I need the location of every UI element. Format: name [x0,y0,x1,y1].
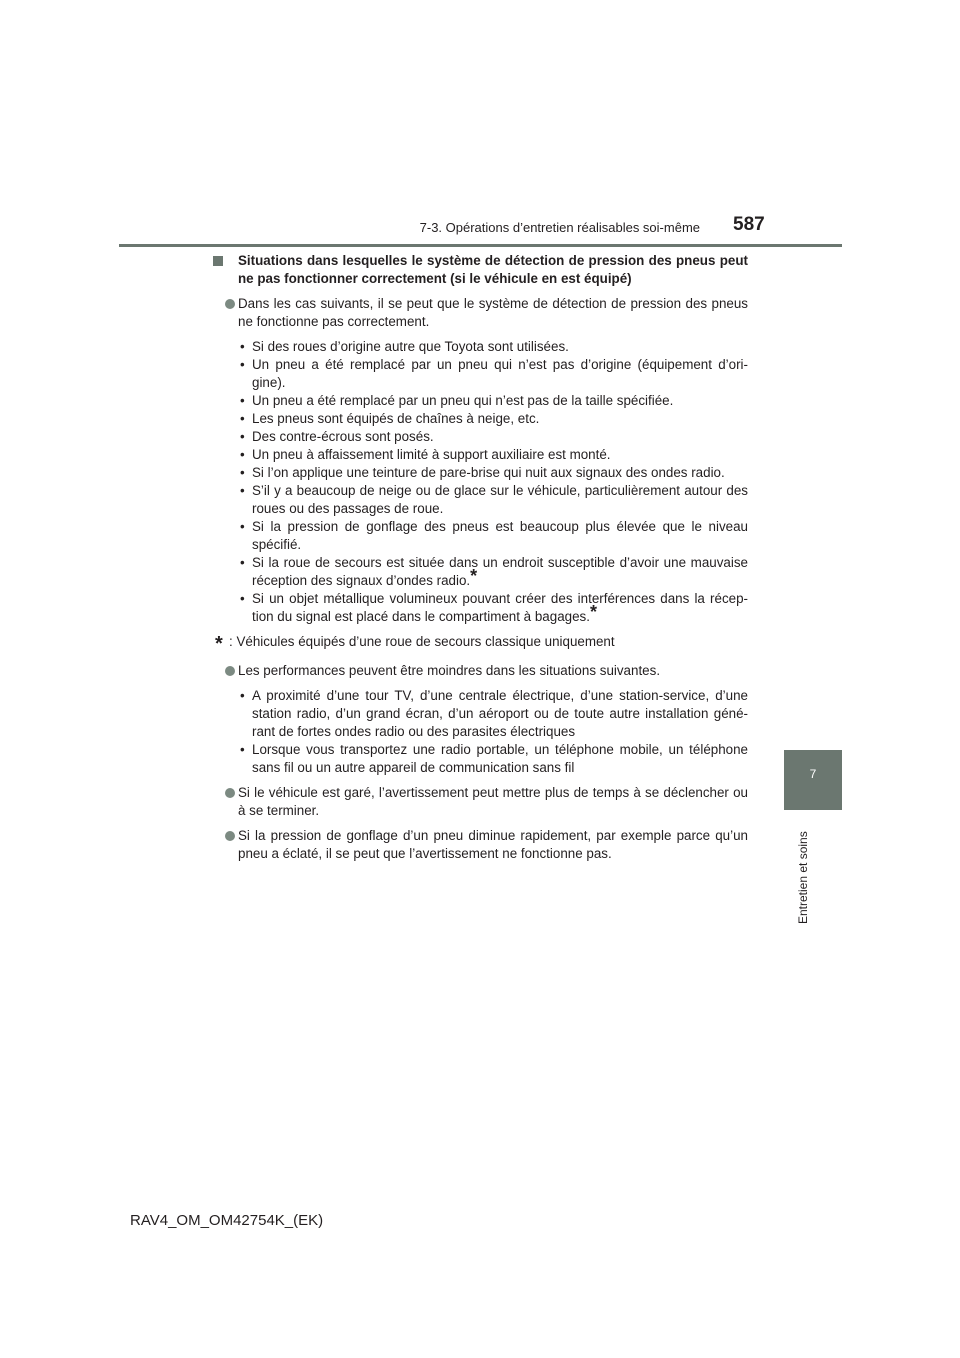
circle-bullet-paragraph [213,295,748,331]
list-item: • Un pneu à affaissement limité à support auxiliaire est monté. [240,447,611,462]
circle-bullet-paragraph [213,662,748,680]
circle-bullet-icon [225,831,235,841]
list-item: • Lorsque vous transportez une radio portable, un téléphone mobile, un téléphone sans fil ou un autre appareil de communication sans fil [240,742,748,775]
paragraph-text: Si le véhicule est garé, l’avertissement peut mettre plus de temps à se déclencher ou à se terminer. [238,785,748,818]
circle-bullet-paragraph [213,784,748,820]
section-title-text: Situations dans lesquelles le système de détection de pression des pneus peut ne pas fonctionner correctement (si le véhicule en est équipé) [238,253,748,286]
condition-list [213,687,748,777]
list-item: • Un pneu a été remplacé par un pneu qui n’est pas d’origine (équipement d’ori-gine). [240,357,748,390]
asterisk-mark: * [589,602,597,622]
list-item: • S’il y a beaucoup de neige ou de glace sur le véhicule, particulièrement autour des roues ou des passages de roue. [240,483,748,516]
dot-bullet-icon: • [240,555,245,570]
dot-bullet-icon: • [240,429,245,444]
dot-bullet-icon: • [240,393,245,408]
square-bullet-icon [213,256,223,266]
chapter-tab [784,750,842,810]
list-item: • Si des roues d’origine autre que Toyota sont utilisées. [240,339,569,354]
list-item: • Si la roue de secours est située dans un endroit susceptible d’avoir une mauvaise réception des signaux d’ondes radio.* [240,555,748,588]
asterisk-mark: * [470,566,478,586]
page-number: 587 [733,214,765,235]
dot-bullet-icon: • [240,411,245,426]
condition-list [213,338,748,626]
circle-bullet-icon [225,299,235,309]
footnote-text: : Véhicules équipés d’une roue de secours classique uniquement [229,634,615,649]
footnote [213,633,748,655]
header-divider [119,244,842,247]
list-item: • A proximité d’une tour TV, d’une centrale électrique, d’une station-service, d’une station radio, d’un grand écran, d’un aéroport ou de toute autre installation géné-rant de fortes ondes radio ou des parasites électriques [240,688,748,739]
paragraph-text: Si la pression de gonflage d’un pneu diminue rapidement, par exemple parce qu’un pneu a éclaté, il se peut que l’avertissement ne fonctionne pas. [238,828,748,861]
dot-bullet-icon: • [240,447,245,462]
chapter-label-text: Entretien et soins [796,831,810,924]
circle-bullet-paragraph [213,827,748,863]
paragraph-text: Les performances peuvent être moindres dans les situations suivantes. [238,663,661,678]
list-item: • Un pneu a été remplacé par un pneu qui n’est pas de la taille spécifiée. [240,393,674,408]
dot-bullet-icon: • [240,519,245,534]
dot-bullet-icon: • [240,483,245,498]
list-item: • Si l’on applique une teinture de pare-brise qui nuit aux signaux des ondes radio. [240,465,725,480]
section-title [213,252,748,288]
dot-bullet-icon: • [240,688,245,703]
dot-bullet-icon: • [240,742,245,757]
list-item: • Des contre-écrous sont posés. [240,429,434,444]
asterisk-mark: * [215,633,223,655]
list-item: • Si un objet métallique volumineux pouvant créer des interférences dans la récep-tion du signal est placé dans le compartiment à bagages.* [240,591,748,624]
circle-bullet-icon [225,788,235,798]
paragraph-text: Dans les cas suivants, il se peut que le système de détection de pression des pneus ne fonctionne pas correctement. [238,296,748,329]
chapter-label [796,814,810,924]
dot-bullet-icon: • [240,357,245,372]
list-item: • Si la pression de gonflage des pneus est beaucoup plus élevée que le niveau spécifié. [240,519,748,552]
dot-bullet-icon: • [240,465,245,480]
dot-bullet-icon: • [240,339,245,354]
main-content [213,252,748,863]
circle-bullet-icon [225,666,235,676]
dot-bullet-icon: • [240,591,245,606]
document-code: RAV4_OM_OM42754K_(EK) [130,1212,324,1229]
section-header: 7-3. Opérations d’entretien réalisables soi-même [419,220,700,235]
list-item: • Les pneus sont équipés de chaînes à neige, etc. [240,411,540,426]
chapter-number: 7 [809,767,817,781]
